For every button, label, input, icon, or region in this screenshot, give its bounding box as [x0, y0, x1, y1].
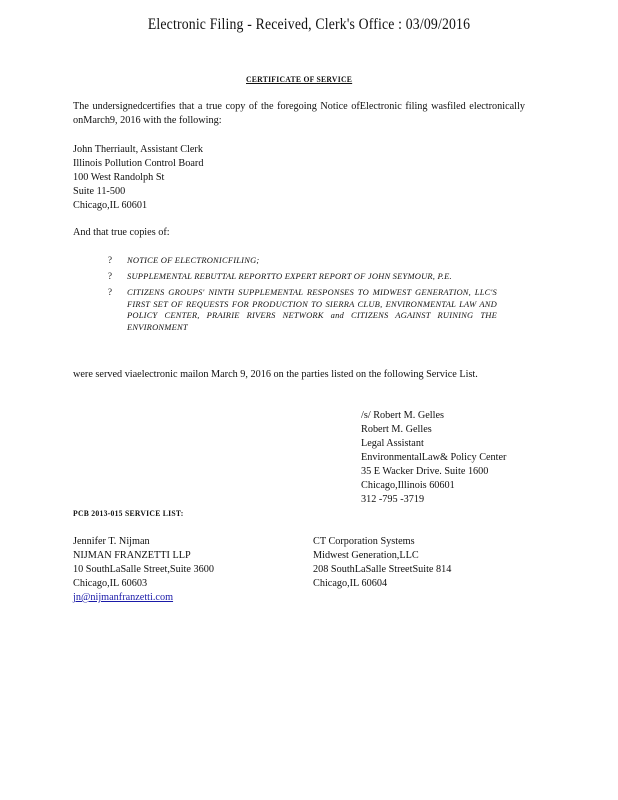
intro-paragraph: The undersignedcertifies that a true copy of the foregoing Notice ofElectronic filing wasfiled electronically onMarch9, 2016 with the following:: [73, 100, 525, 126]
bullet-mark: ?: [108, 255, 113, 265]
signature-line: Legal Assistant: [361, 437, 424, 449]
served-paragraph: were served viaelectronic mailon March 9, 2016 on the parties listed on the following Service List.: [73, 368, 478, 380]
service-address-line: NIJMAN FRANZETTI LLP: [73, 549, 191, 561]
document-list: [108, 255, 528, 338]
recipient-line: Chicago,IL 60601: [73, 199, 148, 211]
list-item: [108, 255, 528, 267]
service-address-line: CT Corporation Systems: [313, 535, 415, 547]
list-item: [108, 271, 528, 283]
signature-line: /s/ Robert M. Gelles: [361, 409, 444, 421]
bullet-mark: ?: [108, 287, 113, 297]
email-link[interactable]: jn@nijmanfranzetti.com: [73, 591, 174, 603]
service-party-right: [313, 534, 451, 590]
service-address-line: Jennifer T. Nijman: [73, 535, 150, 547]
document-title: CITIZENS GROUPS' NINTH SUPPLEMENTAL RESPONSES TO MIDWEST GENERATION, LLC'S FIRST SET OF REQUESTS FOR PRODUCTION TO SIERRA CLUB, ENVIRONMENTAL LAW AND POLICY CENTER, PRAIRIE RIVERS NETWORK and CITIZENS AGAINST RUINING THE ENVIRONMENT: [127, 287, 497, 332]
signature-block: [361, 408, 506, 506]
signature-line: EnvironmentalLaw& Policy Center: [361, 451, 507, 463]
signature-line: Robert M. Gelles: [361, 423, 432, 435]
recipient-line: Suite 11-500: [73, 185, 126, 197]
service-address-line: Chicago,IL 60603: [73, 577, 148, 589]
signature-line: 35 E Wacker Drive. Suite 1600: [361, 465, 489, 477]
bullet-mark: ?: [108, 271, 113, 281]
service-party-left: [73, 534, 214, 604]
document-title: SUPPLEMENTAL REBUTTAL REPORTTO EXPERT REPORT OF JOHN SEYMOUR, P.E.: [127, 271, 452, 281]
service-address-line: 10 SouthLaSalle Street,Suite 3600: [73, 563, 214, 575]
service-address-line: Midwest Generation,LLC: [313, 549, 419, 561]
recipient-line: John Therriault, Assistant Clerk: [73, 143, 203, 155]
signature-line: Chicago,Illinois 60601: [361, 479, 455, 491]
list-item: [108, 287, 528, 333]
filing-stamp-header: Electronic Filing - Received, Clerk's Office : 03/09/2016: [147, 16, 471, 33]
service-address-line: Chicago,IL 60604: [313, 577, 388, 589]
service-address-line: 208 SouthLaSalle StreetSuite 814: [313, 563, 452, 575]
copies-intro: And that true copies of:: [73, 226, 170, 238]
recipient-line: Illinois Pollution Control Board: [73, 157, 204, 169]
signature-line: 312 -795 -3719: [361, 493, 425, 505]
recipient-address: [73, 142, 203, 212]
recipient-line: 100 West Randolph St: [73, 171, 165, 183]
document-title: NOTICE OF ELECTRONICFILING;: [127, 255, 260, 265]
service-list-heading: PCB 2013-015 SERVICE LIST:: [73, 508, 184, 518]
certificate-title: CERTIFICATE OF SERVICE: [246, 74, 353, 84]
